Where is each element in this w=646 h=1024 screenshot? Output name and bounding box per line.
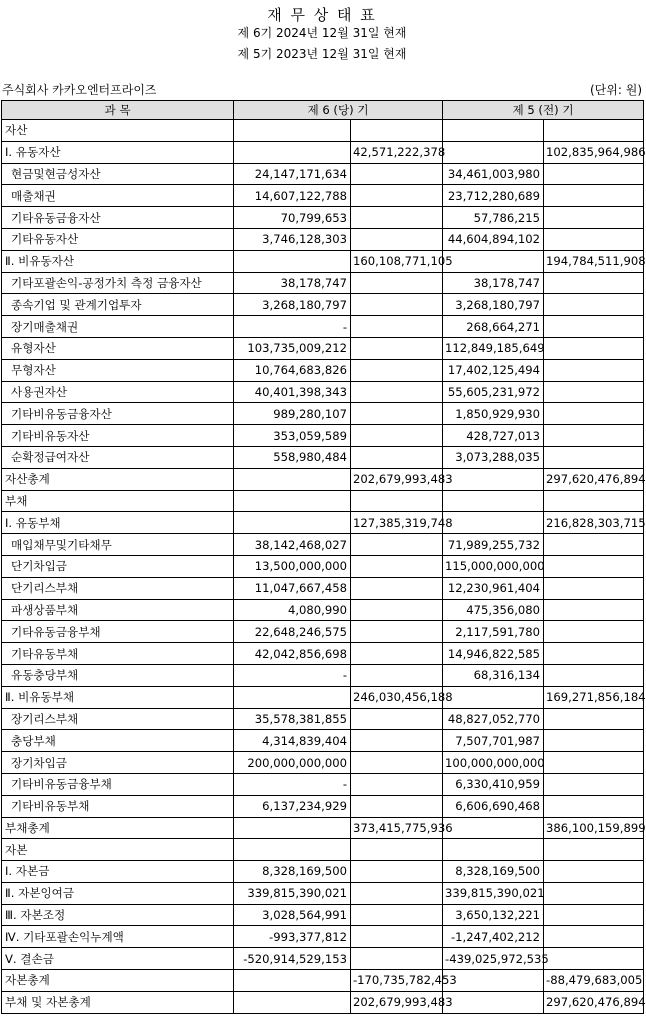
cell-p2 xyxy=(544,555,644,577)
row-label: Ⅴ. 결손금 xyxy=(2,948,234,970)
cell-p2 xyxy=(544,599,644,621)
cell-p1: 7,507,701,987 xyxy=(443,730,544,752)
cell-p1 xyxy=(443,512,544,534)
row-label: 매입채무및기타채무 xyxy=(2,534,234,556)
row-label: 매출채권 xyxy=(2,185,234,207)
cell-p2 xyxy=(544,359,644,381)
table-row xyxy=(2,948,644,970)
cell-c1: - xyxy=(234,773,351,795)
cell-c1: 11,047,667,458 xyxy=(234,577,351,599)
cell-p1: 71,989,255,732 xyxy=(443,534,544,556)
cell-p1 xyxy=(443,991,544,1013)
cell-c2 xyxy=(351,163,443,185)
table-row xyxy=(2,773,644,795)
row-label: 단기차입금 xyxy=(2,555,234,577)
cell-p2: 194,784,511,908 xyxy=(544,250,644,272)
table-row xyxy=(2,185,644,207)
table-row xyxy=(2,795,644,817)
cell-c2: 127,385,319,748 xyxy=(351,512,443,534)
cell-p1: 34,461,003,980 xyxy=(443,163,544,185)
cell-p1: 38,178,747 xyxy=(443,272,544,294)
cell-p1 xyxy=(443,970,544,992)
row-label: Ⅱ. 비유동자산 xyxy=(2,250,234,272)
cell-c1 xyxy=(234,120,351,142)
row-label: 장기차입금 xyxy=(2,752,234,774)
cell-p2: 102,835,964,986 xyxy=(544,141,644,163)
cell-c1: 38,142,468,027 xyxy=(234,534,351,556)
table-row xyxy=(2,752,644,774)
period-prior: 제 5기 2023년 12월 31일 현재 xyxy=(237,47,407,61)
cell-c2 xyxy=(351,643,443,665)
cell-c1: -520,914,529,153 xyxy=(234,948,351,970)
table-row xyxy=(2,991,644,1013)
cell-p1: 48,827,052,770 xyxy=(443,708,544,730)
row-label: 장기리스부채 xyxy=(2,708,234,730)
row-label: 기타비유동자산 xyxy=(2,425,234,447)
cell-p2: 386,100,159,899 xyxy=(544,817,644,839)
cell-p1: 8,328,169,500 xyxy=(443,861,544,883)
cell-p1 xyxy=(443,490,544,512)
cell-c2: 373,415,775,936 xyxy=(351,817,443,839)
table-row xyxy=(2,381,644,403)
cell-c2 xyxy=(351,228,443,250)
cell-c1: 14,607,122,788 xyxy=(234,185,351,207)
cell-p1 xyxy=(443,120,544,142)
cell-c2 xyxy=(351,882,443,904)
cell-c1: 558,980,484 xyxy=(234,446,351,468)
cell-p1: 57,786,215 xyxy=(443,207,544,229)
table-row xyxy=(2,643,644,665)
row-label: 충당부채 xyxy=(2,730,234,752)
cell-p2 xyxy=(544,861,644,883)
table-row xyxy=(2,207,644,229)
cell-p1: 12,230,961,404 xyxy=(443,577,544,599)
row-label: 자본 xyxy=(2,839,234,861)
cell-p2 xyxy=(544,534,644,556)
cell-c2 xyxy=(351,839,443,861)
table-row xyxy=(2,817,644,839)
table-row xyxy=(2,926,644,948)
cell-c2 xyxy=(351,403,443,425)
cell-p2 xyxy=(544,446,644,468)
cell-p2 xyxy=(544,163,644,185)
table-row xyxy=(2,228,644,250)
cell-p1: 1,850,929,930 xyxy=(443,403,544,425)
row-label: 기타유동금융자산 xyxy=(2,207,234,229)
row-label: Ⅳ. 기타포괄손익누계액 xyxy=(2,926,234,948)
cell-p2 xyxy=(544,403,644,425)
cell-c2 xyxy=(351,773,443,795)
cell-c1 xyxy=(234,817,351,839)
cell-c1: 103,735,009,212 xyxy=(234,337,351,359)
cell-c1 xyxy=(234,970,351,992)
cell-c2 xyxy=(351,904,443,926)
cell-p1: 17,402,125,494 xyxy=(443,359,544,381)
cell-c1: 989,280,107 xyxy=(234,403,351,425)
cell-c1: 3,028,564,991 xyxy=(234,904,351,926)
cell-c2 xyxy=(351,948,443,970)
cell-p1: 23,712,280,689 xyxy=(443,185,544,207)
table-row xyxy=(2,512,644,534)
cell-c2 xyxy=(351,185,443,207)
cell-p1: 475,356,080 xyxy=(443,599,544,621)
cell-p1: 6,606,690,468 xyxy=(443,795,544,817)
cell-c2 xyxy=(351,555,443,577)
table-row xyxy=(2,163,644,185)
cell-c2: -170,735,782,453 xyxy=(351,970,443,992)
row-label: 기타비유동부채 xyxy=(2,795,234,817)
table-row xyxy=(2,359,644,381)
cell-p2 xyxy=(544,839,644,861)
cell-c2: 202,679,993,483 xyxy=(351,468,443,490)
cell-c1: 40,401,398,343 xyxy=(234,381,351,403)
table-row xyxy=(2,468,644,490)
cell-c2 xyxy=(351,359,443,381)
cell-p2 xyxy=(544,948,644,970)
row-label: 사용권자산 xyxy=(2,381,234,403)
row-label: 기타포괄손익-공정가치 측정 금융자산 xyxy=(2,272,234,294)
cell-c2 xyxy=(351,861,443,883)
table-row xyxy=(2,599,644,621)
cell-p2: 297,620,476,894 xyxy=(544,991,644,1013)
cell-p1: 339,815,390,021 xyxy=(443,882,544,904)
cell-c1: 70,799,653 xyxy=(234,207,351,229)
cell-c1 xyxy=(234,250,351,272)
cell-c2 xyxy=(351,621,443,643)
cell-p2 xyxy=(544,773,644,795)
cell-c2 xyxy=(351,708,443,730)
cell-c2 xyxy=(351,752,443,774)
cell-p1: 268,664,271 xyxy=(443,316,544,338)
row-label: 종속기업 및 관계기업투자 xyxy=(2,294,234,316)
cell-c2 xyxy=(351,120,443,142)
header-prior-period: 제 5 (전) 기 xyxy=(443,101,644,120)
cell-p1: 55,605,231,972 xyxy=(443,381,544,403)
cell-c1: 24,147,171,634 xyxy=(234,163,351,185)
cell-c1: - xyxy=(234,664,351,686)
table-body xyxy=(2,120,644,1014)
cell-p2 xyxy=(544,490,644,512)
cell-p2 xyxy=(544,708,644,730)
cell-c1 xyxy=(234,839,351,861)
cell-p2 xyxy=(544,926,644,948)
cell-p2 xyxy=(544,316,644,338)
table-row xyxy=(2,970,644,992)
cell-p1: -1,247,402,212 xyxy=(443,926,544,948)
table-row xyxy=(2,120,644,142)
table-row xyxy=(2,403,644,425)
statement-title: 재 무 상 태 표 xyxy=(267,6,377,24)
row-label: 기타유동자산 xyxy=(2,228,234,250)
table-row xyxy=(2,534,644,556)
cell-c1: 6,137,234,929 xyxy=(234,795,351,817)
cell-p1: 3,650,132,221 xyxy=(443,904,544,926)
cell-p2 xyxy=(544,621,644,643)
cell-c1: 4,080,990 xyxy=(234,599,351,621)
table-row xyxy=(2,664,644,686)
cell-c2 xyxy=(351,795,443,817)
cell-p2 xyxy=(544,425,644,447)
row-label: Ⅰ. 유동부채 xyxy=(2,512,234,534)
cell-c2 xyxy=(351,272,443,294)
cell-c2: 202,679,993,483 xyxy=(351,991,443,1013)
table-row xyxy=(2,904,644,926)
table-row xyxy=(2,577,644,599)
table-row xyxy=(2,861,644,883)
cell-c2 xyxy=(351,381,443,403)
cell-p2 xyxy=(544,207,644,229)
row-label: 순확정급여자산 xyxy=(2,446,234,468)
cell-p1: 68,316,134 xyxy=(443,664,544,686)
table-row xyxy=(2,490,644,512)
table-row xyxy=(2,250,644,272)
table-row xyxy=(2,730,644,752)
row-label: 무형자산 xyxy=(2,359,234,381)
cell-c1: 38,178,747 xyxy=(234,272,351,294)
cell-p1: 44,604,894,102 xyxy=(443,228,544,250)
cell-c2 xyxy=(351,534,443,556)
cell-p1 xyxy=(443,141,544,163)
company-name: 주식회사 카카오엔터프라이즈 xyxy=(2,83,157,97)
cell-p2 xyxy=(544,294,644,316)
cell-p1: 428,727,013 xyxy=(443,425,544,447)
cell-p2: -88,479,683,005 xyxy=(544,970,644,992)
cell-c1: 13,500,000,000 xyxy=(234,555,351,577)
row-label: 기타비유동금융부채 xyxy=(2,773,234,795)
cell-p1 xyxy=(443,839,544,861)
cell-c2 xyxy=(351,599,443,621)
cell-c2 xyxy=(351,577,443,599)
cell-p1: 112,849,185,649 xyxy=(443,337,544,359)
cell-p2 xyxy=(544,643,644,665)
cell-c2 xyxy=(351,926,443,948)
cell-p2: 169,271,856,184 xyxy=(544,686,644,708)
cell-p2 xyxy=(544,272,644,294)
cell-c1: 10,764,683,826 xyxy=(234,359,351,381)
cell-p2 xyxy=(544,664,644,686)
row-label: 파생상품부채 xyxy=(2,599,234,621)
period-current: 제 6기 2024년 12월 31일 현재 xyxy=(237,26,407,40)
header-current-period: 제 6 (당) 기 xyxy=(234,101,443,120)
cell-p1: 6,330,410,959 xyxy=(443,773,544,795)
cell-p1 xyxy=(443,468,544,490)
cell-p2 xyxy=(544,752,644,774)
cell-p2: 297,620,476,894 xyxy=(544,468,644,490)
cell-c2 xyxy=(351,425,443,447)
cell-p1 xyxy=(443,250,544,272)
cell-c2 xyxy=(351,446,443,468)
unit-label: (단위: 원) xyxy=(590,83,642,97)
cell-p2 xyxy=(544,795,644,817)
cell-p2 xyxy=(544,730,644,752)
cell-c2 xyxy=(351,294,443,316)
row-label: 유동충당부채 xyxy=(2,664,234,686)
row-label: 자산 xyxy=(2,120,234,142)
row-label: 부채 xyxy=(2,490,234,512)
cell-c1: 200,000,000,000 xyxy=(234,752,351,774)
cell-p1: 3,268,180,797 xyxy=(443,294,544,316)
cell-c2 xyxy=(351,337,443,359)
cell-c1: -993,377,812 xyxy=(234,926,351,948)
row-label: 기타유동부채 xyxy=(2,643,234,665)
table-row xyxy=(2,141,644,163)
cell-c1: 35,578,381,855 xyxy=(234,708,351,730)
cell-c1 xyxy=(234,490,351,512)
row-label: 부채총계 xyxy=(2,817,234,839)
cell-p2 xyxy=(544,882,644,904)
table-row xyxy=(2,337,644,359)
cell-p2 xyxy=(544,577,644,599)
cell-c2 xyxy=(351,730,443,752)
cell-p2 xyxy=(544,337,644,359)
cell-c1 xyxy=(234,512,351,534)
cell-c1 xyxy=(234,468,351,490)
row-label: 자본총계 xyxy=(2,970,234,992)
cell-p1: 14,946,822,585 xyxy=(443,643,544,665)
cell-c2 xyxy=(351,316,443,338)
cell-p1: 2,117,591,780 xyxy=(443,621,544,643)
cell-c1: - xyxy=(234,316,351,338)
cell-c1: 8,328,169,500 xyxy=(234,861,351,883)
cell-p2 xyxy=(544,381,644,403)
row-label: Ⅰ. 자본금 xyxy=(2,861,234,883)
row-label: 유형자산 xyxy=(2,337,234,359)
cell-c1: 42,042,856,698 xyxy=(234,643,351,665)
cell-p1: 100,000,000,000 xyxy=(443,752,544,774)
cell-c1 xyxy=(234,141,351,163)
balance-sheet-table xyxy=(1,100,644,1014)
row-label: 단기리스부채 xyxy=(2,577,234,599)
cell-c1: 3,268,180,797 xyxy=(234,294,351,316)
cell-c2 xyxy=(351,490,443,512)
header-account: 과 목 xyxy=(2,101,234,120)
cell-p2 xyxy=(544,185,644,207)
cell-c1 xyxy=(234,686,351,708)
cell-c1 xyxy=(234,991,351,1013)
cell-p2 xyxy=(544,120,644,142)
row-label: 부채 및 자본총계 xyxy=(2,991,234,1013)
table-row xyxy=(2,686,644,708)
row-label: Ⅱ. 비유동부채 xyxy=(2,686,234,708)
cell-p2 xyxy=(544,904,644,926)
table-row xyxy=(2,555,644,577)
cell-p1 xyxy=(443,817,544,839)
cell-c2 xyxy=(351,207,443,229)
cell-p1: 115,000,000,000 xyxy=(443,555,544,577)
table-row xyxy=(2,621,644,643)
row-label: 기타유동금융부채 xyxy=(2,621,234,643)
cell-c2 xyxy=(351,664,443,686)
row-label: Ⅰ. 유동자산 xyxy=(2,141,234,163)
cell-c2: 246,030,456,188 xyxy=(351,686,443,708)
cell-c1: 353,059,589 xyxy=(234,425,351,447)
row-label: 장기매출채권 xyxy=(2,316,234,338)
table-row xyxy=(2,882,644,904)
row-label: 현금및현금성자산 xyxy=(2,163,234,185)
cell-c1: 22,648,246,575 xyxy=(234,621,351,643)
cell-p1: -439,025,972,535 xyxy=(443,948,544,970)
row-label: 기타비유동금융자산 xyxy=(2,403,234,425)
cell-p2 xyxy=(544,228,644,250)
cell-p2: 216,828,303,715 xyxy=(544,512,644,534)
table-row xyxy=(2,446,644,468)
cell-c2: 160,108,771,105 xyxy=(351,250,443,272)
cell-p1 xyxy=(443,686,544,708)
table-row xyxy=(2,708,644,730)
cell-c1: 339,815,390,021 xyxy=(234,882,351,904)
row-label: Ⅲ. 자본조정 xyxy=(2,904,234,926)
table-row xyxy=(2,316,644,338)
table-row xyxy=(2,294,644,316)
cell-p1: 3,073,288,035 xyxy=(443,446,544,468)
row-label: Ⅱ. 자본잉여금 xyxy=(2,882,234,904)
table-row xyxy=(2,425,644,447)
cell-c1: 3,746,128,303 xyxy=(234,228,351,250)
cell-c1: 4,314,839,404 xyxy=(234,730,351,752)
row-label: 자산총계 xyxy=(2,468,234,490)
cell-c2: 42,571,222,378 xyxy=(351,141,443,163)
table-row xyxy=(2,272,644,294)
table-row xyxy=(2,839,644,861)
table-header-row xyxy=(2,101,644,120)
